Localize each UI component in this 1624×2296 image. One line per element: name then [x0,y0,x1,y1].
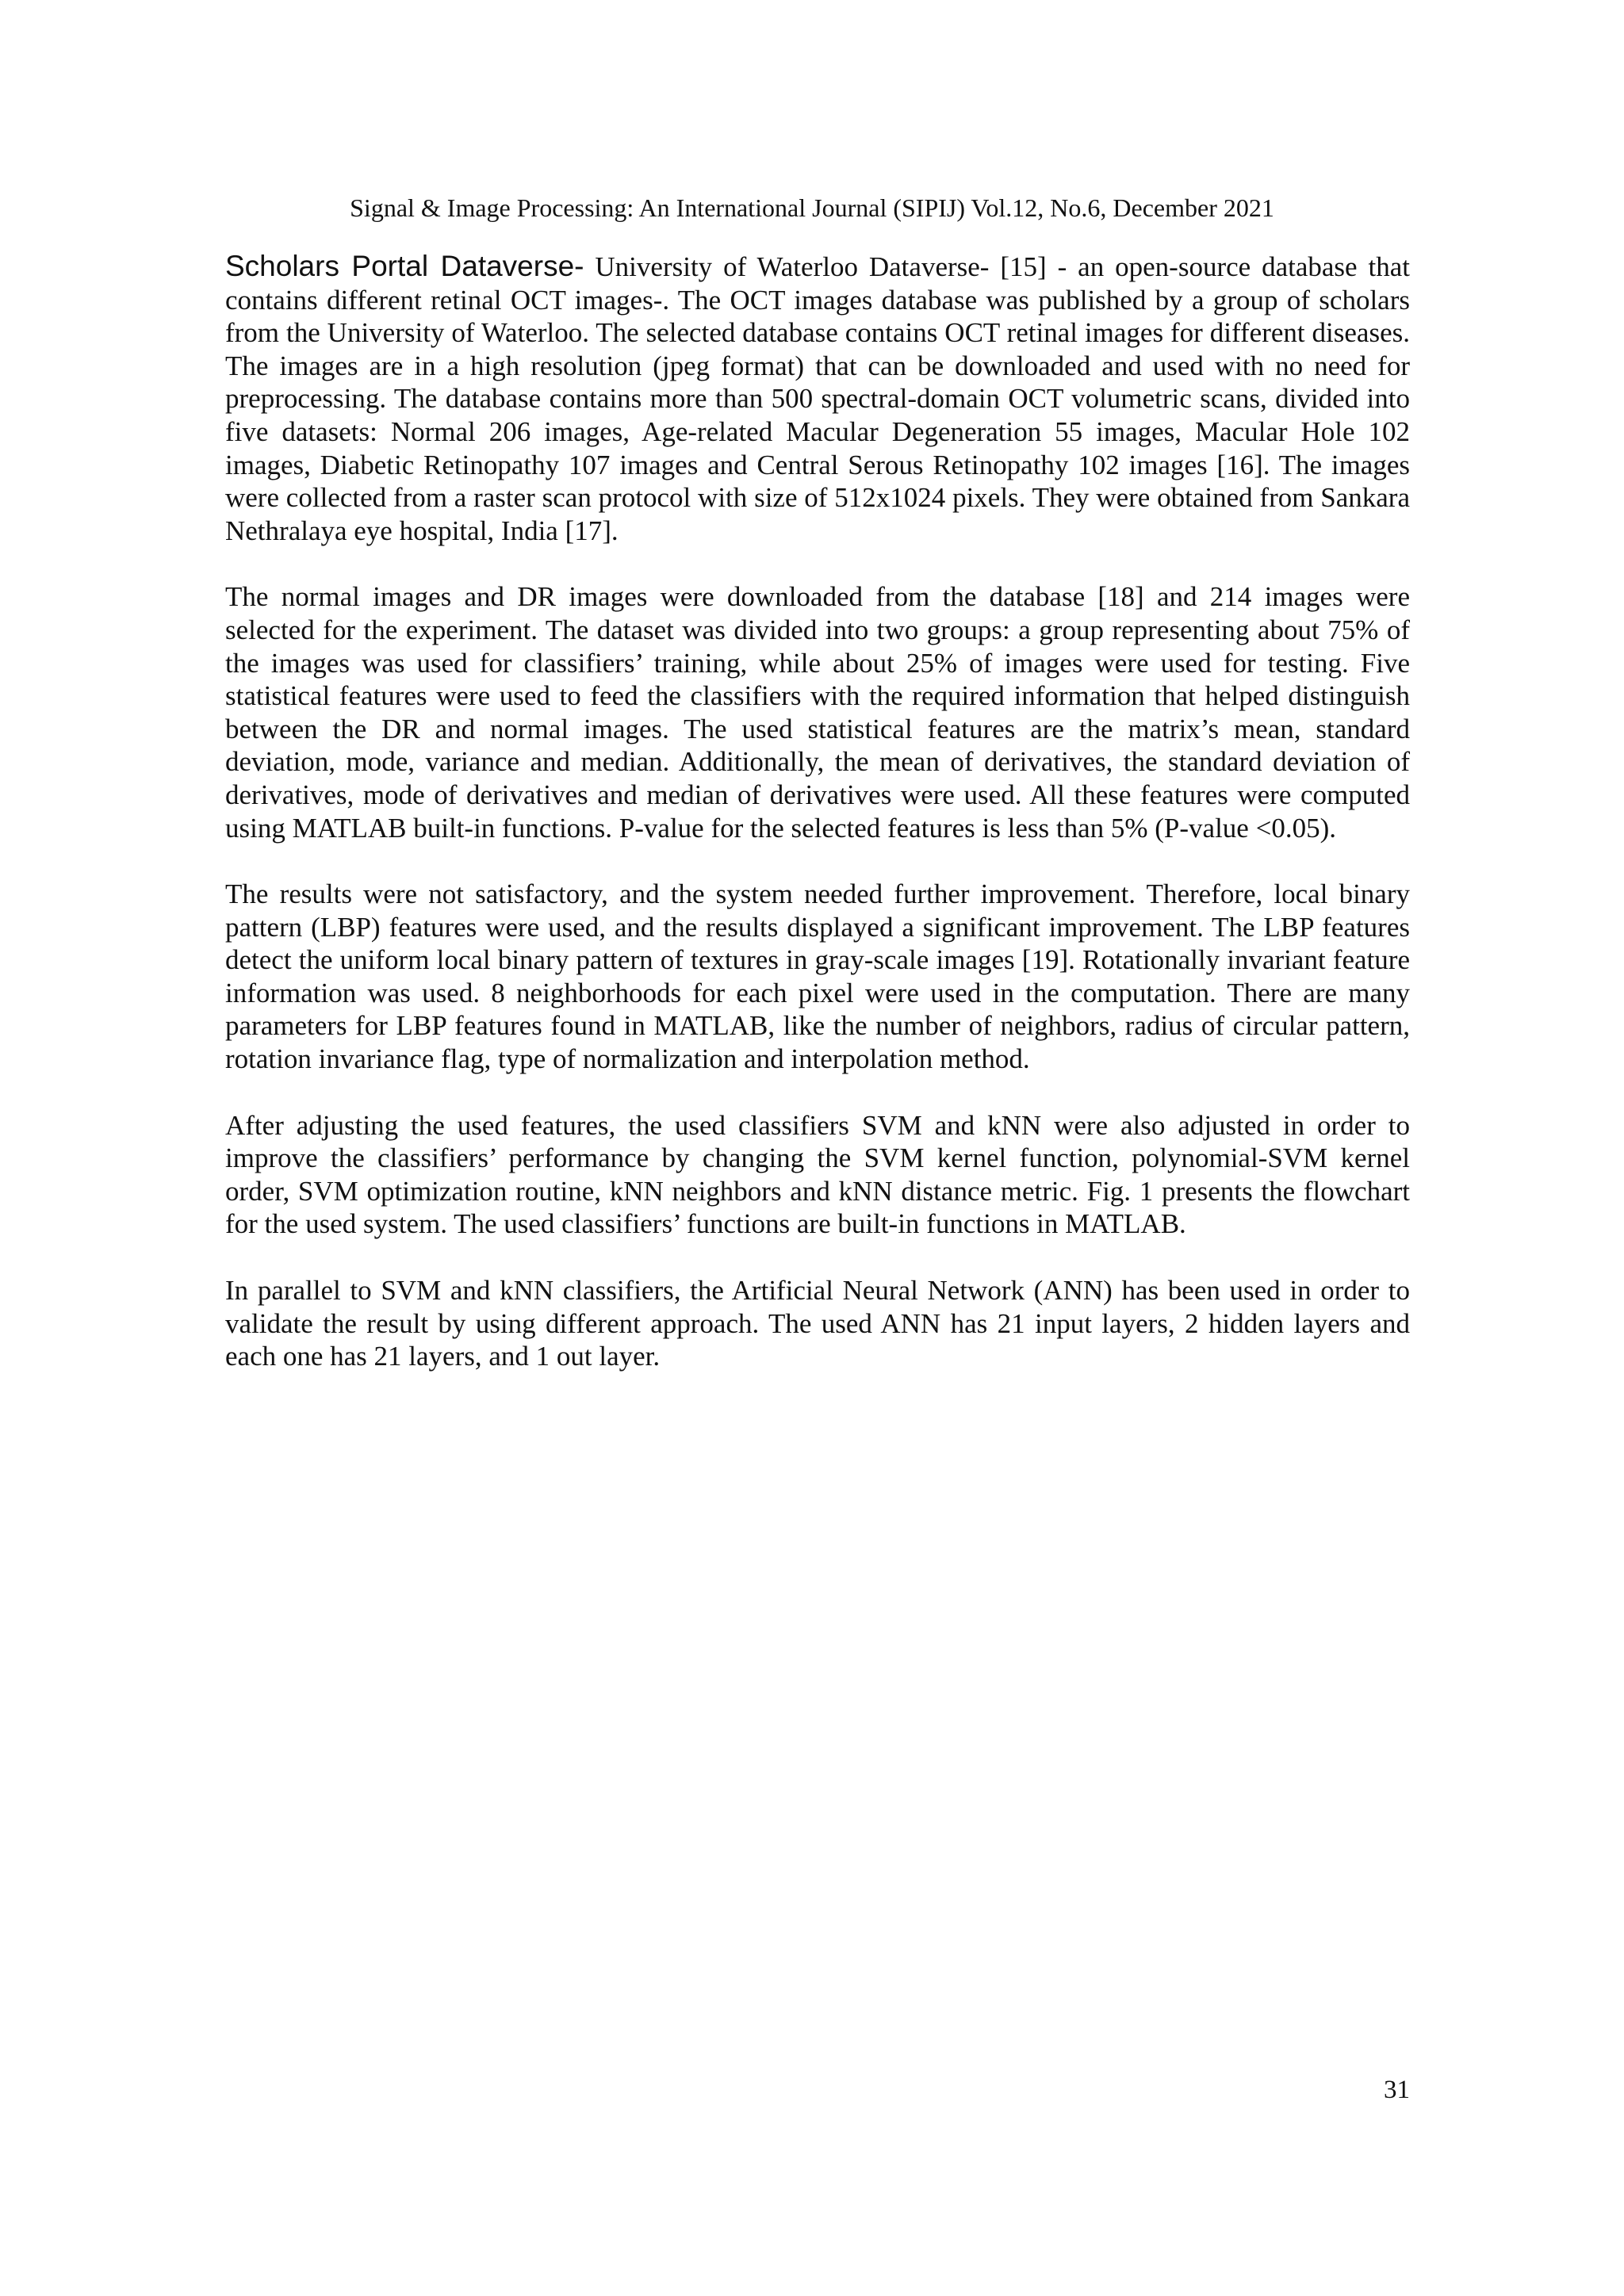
paragraph-dataset: The normal images and DR images were downloaded from the database [18] and 214 images were selected for the experiment. The dataset was divided into two groups: a group representing about 75% of the images was used for classifiers’ training, while about 25% of images were used for testing. Five statistical features were used to feed the classifiers with the required information that helped distinguish between the DR and normal images. The used statistical features are the matrix’s mean, standard deviation, mode, variance and median. Additionally, the mean of derivatives, the standard deviation of derivatives, mode of derivatives and median of derivatives were used. All these features were computed using MATLAB built-in functions. P-value for the selected features is less than 5% (P-value <0.05). [225,581,1410,844]
paragraph-database [225,250,1410,547]
paragraph-ann: In parallel to SVM and kNN classifiers, the Artificial Neural Network (ANN) has been used in order to validate the result by using different approach. The used ANN has 21 input layers, 2 hidden layers and each one has 21 layers, and 1 out layer. [225,1275,1410,1372]
page-number: 31 [1384,2076,1410,2104]
paragraph-database-text: University of Waterloo Dataverse- [15] - an open-source database that contains different retinal OCT images-. The OCT images database was published by a group of scholars from the University of Waterloo. The selected database contains OCT retinal images for different diseases. The images are in a high resolution (jpeg format) that can be downloaded and used with no need for preprocessing. The database contains more than 500 spectral-domain OCT volumetric scans, divided into five datasets: Normal 206 images, Age-related Macular Degeneration 55 images, Macular Hole 102 images, Diabetic Retinopathy 107 images and Central Serous Retinopathy 102 images [16]. The images were collected from a raster scan protocol with size of 512x1024 pixels. They were obtained from Sankara Nethralaya eye hospital, India [17]. [225,251,1411,546]
body-text [225,250,1410,1406]
paragraph-classifiers: After adjusting the used features, the used classifiers SVM and kNN were also adjusted in order to improve the classifiers’ performance by changing the SVM kernel function, polynomial-SVM kernel order, SVM optimization routine, kNN neighbors and kNN distance metric. Fig. 1 presents the flowchart for the used system. The used classifiers’ functions are built-in functions in MATLAB. [225,1109,1410,1240]
paragraph-lead-in: Scholars Portal Dataverse- [225,250,584,282]
running-header: Signal & Image Processing: An International Journal (SIPIJ) Vol.12, No.6, December 2021 [350,193,1274,222]
paragraph-lbp: The results were not satisfactory, and the system needed further improvement. Therefore, local binary pattern (LBP) features were used, and the results displayed a significant improvement. The LBP features detect the uniform local binary pattern of textures in gray-scale images [19]. Rotationally invariant feature information was used. 8 neighborhoods for each pixel were used in the computation. There are many parameters for LBP features found in MATLAB, like the number of neighbors, radius of circular pattern, rotation invariance flag, type of normalization and interpolation method. [225,878,1410,1075]
